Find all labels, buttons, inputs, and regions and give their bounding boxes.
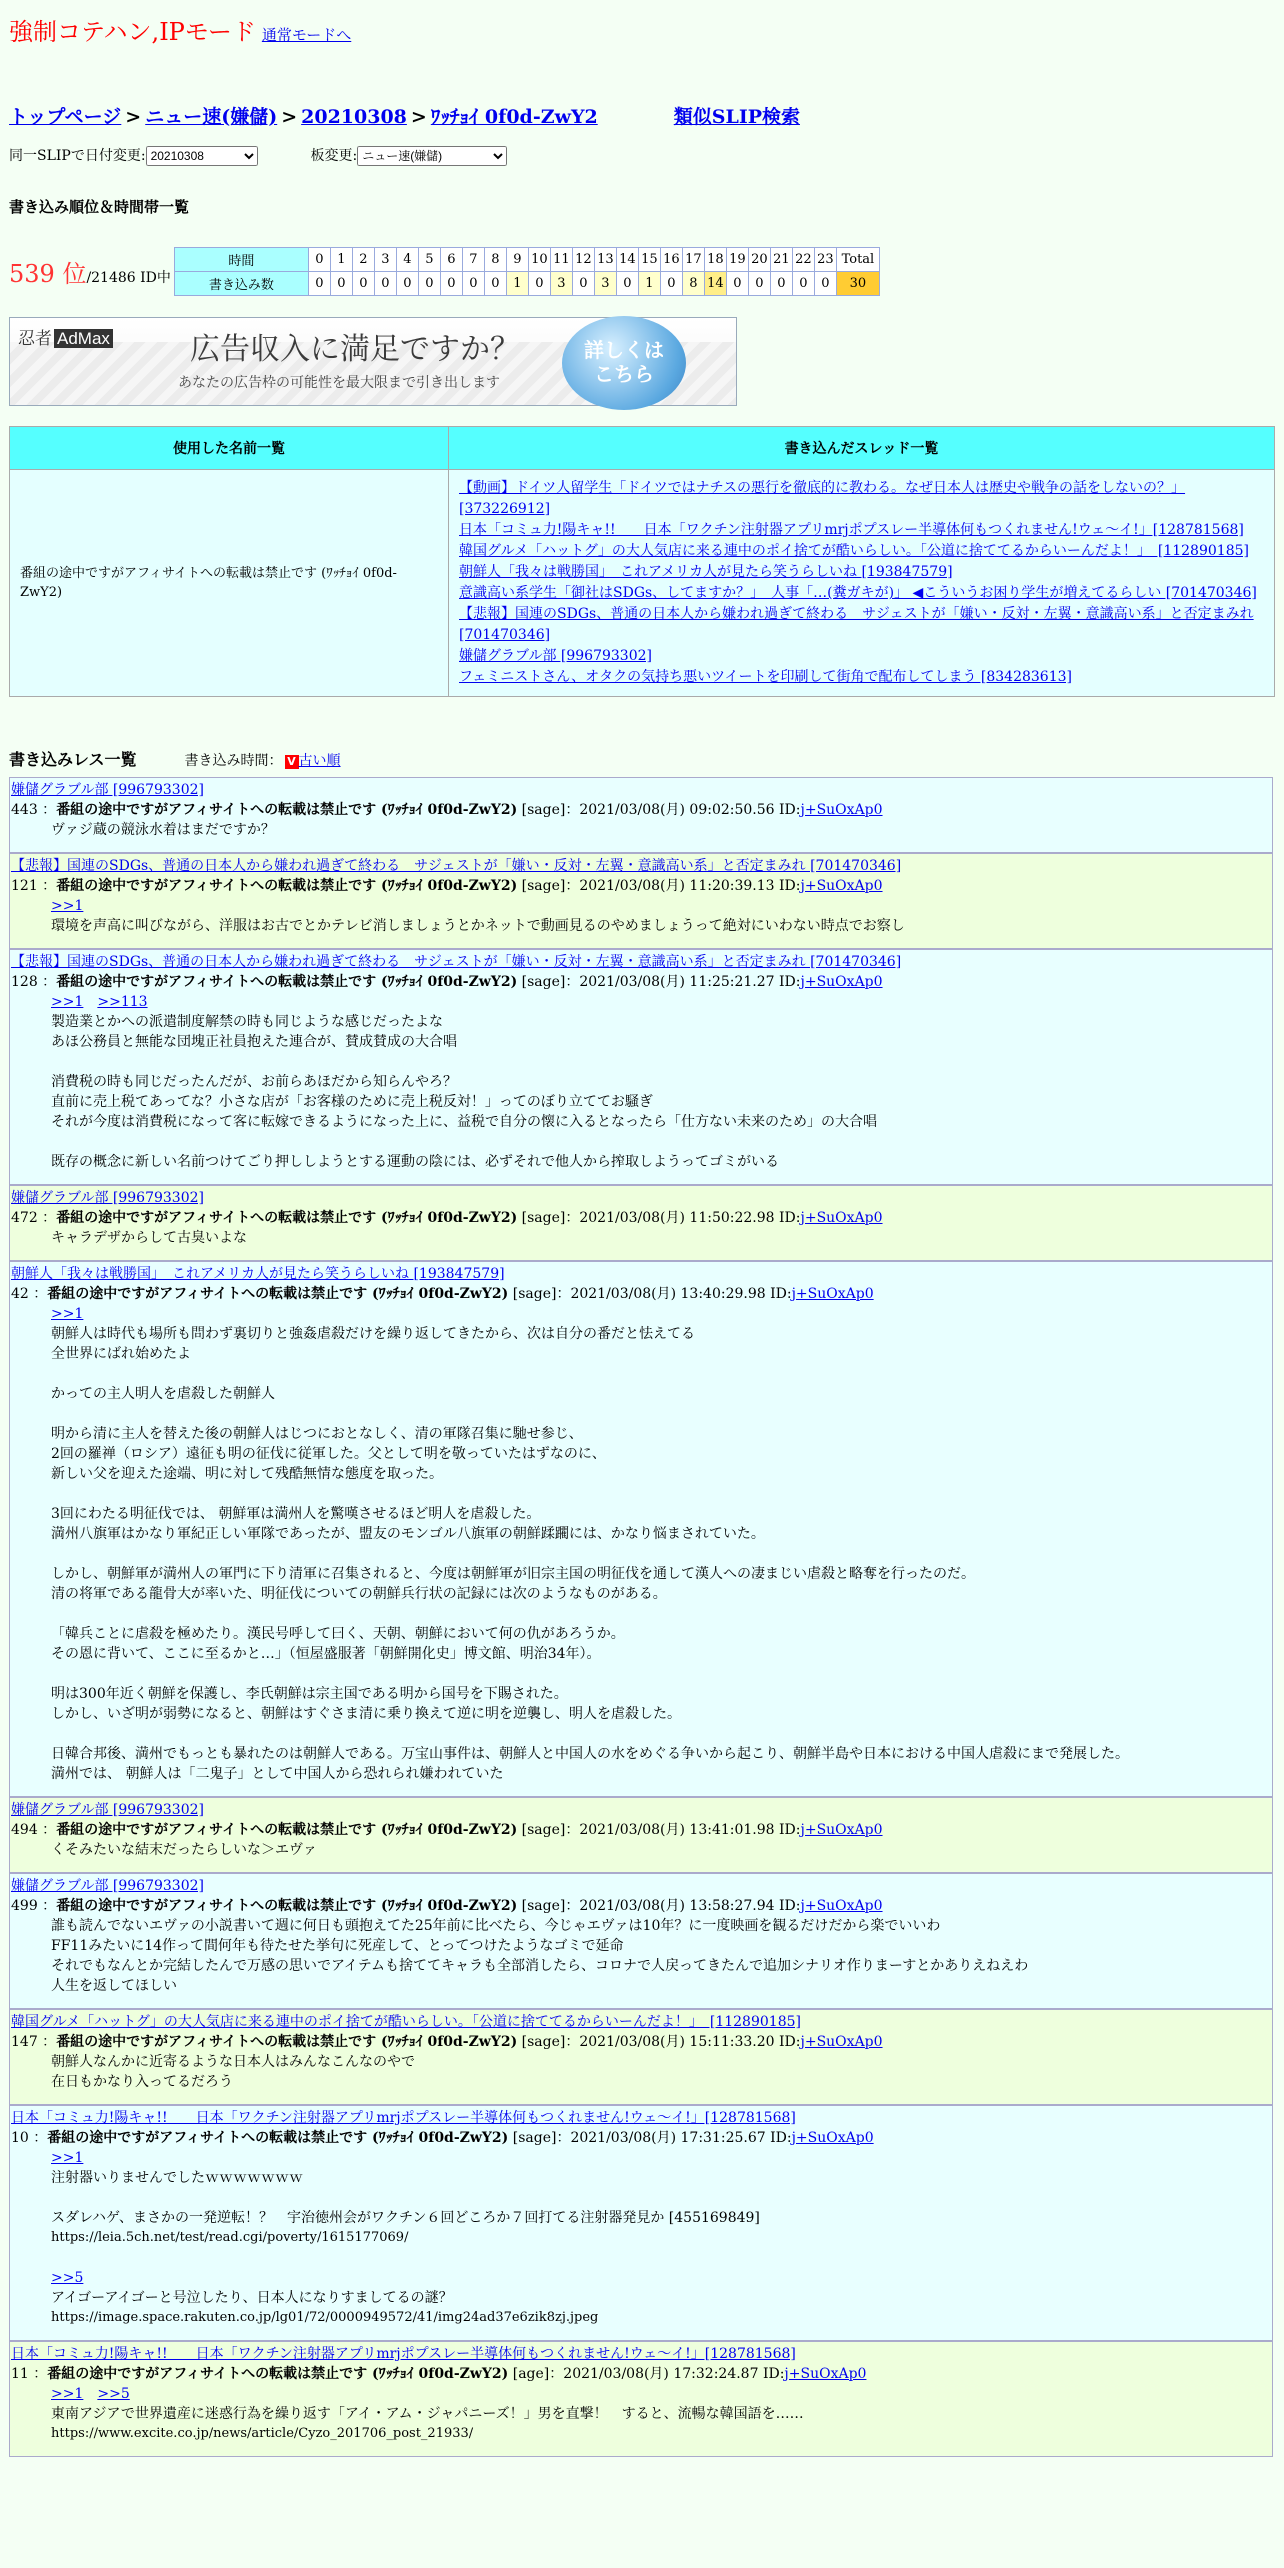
post-mail: [sage] [521,1898,566,1914]
post-meta: 499 ：番組の途中ですがアフィサイトへの転載は禁止です (ﾜｯﾁｮｲ 0f0d-ZwY2) [sage]：2021/03/08(月) 13:58:27.94 ID:j+SuOxAp0 [11,1898,883,1914]
count-cell: 0 [462,272,484,296]
post-text-line [51,1664,1272,1684]
post-text-line: それが今度は消費税になって客に転嫁できるようになった上に、益税で自分の懐に入るとなったら「仕方ない未来のため」の大合唱 [51,1114,877,1130]
post-thread-link[interactable]: 嫌儲グラブル部 [996793302] [11,1190,204,1206]
post-text-line: 消費税の時も同じだったんだが、お前らあほだから知らんやろ？ [51,1074,457,1090]
post-author-name: 番組の途中ですがアフィサイトへの転載は禁止です (ﾜｯﾁｮｲ 0f0d-ZwY2) [56,974,518,990]
post-text-line: 在日もかなり入ってるだろう [51,2074,233,2090]
post-date: 2021/03/08(月) 17:31:25.67 ID: [570,2130,792,2146]
post-id-link[interactable]: j+SuOxAp0 [800,1898,883,1914]
thread-link[interactable]: 【動画】ドイツ人留学生「ドイツではナチスの悪行を徹底的に教わる。なぜ日本人は歴史や戦争の話をしないの？」[373226912] [459,480,1186,517]
post-author-name: 番組の途中ですがアフィサイトへの転載は禁止です (ﾜｯﾁｮｲ 0f0d-ZwY2) [56,802,518,818]
post-author-name: 番組の途中ですがアフィサイトへの転載は禁止です (ﾜｯﾁｮｲ 0f0d-ZwY2) [47,2130,509,2146]
reply-anchor-link[interactable]: >>1 [51,2386,84,2402]
thread-link[interactable]: 嫌儲グラブル部 [996793302] [459,648,652,664]
responses-heading-bar [9,747,1275,777]
post-text-line: しかし、いざ明が弱勢になると、朝鮮はすぐさま清に乗り換えて逆に明を逆襲し、明人を虐殺した。 [51,1706,681,1722]
reply-anchor-link[interactable]: >>1 [51,994,84,1010]
reply-anchor-link[interactable]: >>5 [51,2270,84,2286]
post-author-name: 番組の途中ですがアフィサイトへの転載は禁止です (ﾜｯﾁｮｲ 0f0d-ZwY2) [56,878,518,894]
post-mail: [sage] [521,1822,566,1838]
post-text-line [51,1544,1272,1564]
post-text-line: アイゴーアイゴーと号泣したり、日本人になりすましてるの謎？ [51,2290,453,2306]
post-thread-link[interactable]: 嫌儲グラブル部 [996793302] [11,1878,204,1894]
hour-cell: 13 [594,248,616,272]
post-text-line: キャラデザからして古臭いよな [51,1230,247,1246]
post-text-line: 満州八旗軍はかなり軍紀正しい軍隊であったが、盟友のモンゴル八旗軍の朝鮮蹂躙には、かなり悩まされていた。 [51,1526,765,1542]
hour-cell: 21 [770,248,792,272]
post-meta: 42 ：番組の途中ですがアフィサイトへの転載は禁止です (ﾜｯﾁｮｲ 0f0d-ZwY2) [sage]：2021/03/08(月) 13:40:29.98 ID:j+SuOxAp0 [11,1286,874,1302]
count-cell: 0 [572,272,594,296]
post-author-name: 番組の途中ですがアフィサイトへの転載は禁止です (ﾜｯﾁｮｲ 0f0d-ZwY2) [56,1898,518,1914]
post-date: 2021/03/08(月) 13:41:01.98 ID: [579,1822,801,1838]
count-cell: 0 [352,272,374,296]
post-mail: [age] [512,2366,550,2382]
post-text-line: 明から清に主人を替えた後の朝鮮人はじつにおとなしく、清の軍隊召集に馳せ参じ、 [51,1426,583,1442]
post-number: 121 [11,878,38,894]
post-mail: [sage] [521,1210,566,1226]
thread-link[interactable]: 意識高い系学生「御社はSDGs、してますか？」 人事「…(糞ガキが)」 ◀こういうお困り学生が増えてるらしい [701470346] [459,585,1257,601]
count-cell: 0 [374,272,396,296]
post-id-link[interactable]: j+SuOxAp0 [800,974,883,990]
post-text-line: 「韓兵ことに虐殺を極めたり。漢民号呼して曰く、天朝、朝鮮において何の仇があろうか。 [51,1626,625,1642]
thread-link[interactable]: 朝鮮人「我々は戦勝国」 これアメリカ人が見たら笑うらしいね [193847579] [459,564,953,580]
reply-anchor-link[interactable]: >>113 [97,994,148,1010]
reply-anchor-link[interactable]: >>1 [51,1306,84,1322]
breadcrumb-top[interactable]: トップページ [9,106,122,128]
threads-header: 書き込んだスレッド一覧 [449,427,1275,470]
post-text-line: その恩に背いて、ここに至るかと…」（恒屋盛服著「朝鮮開化史」博文館、明治34年）。 [51,1646,601,1662]
post [9,1261,1273,1797]
post-date: 2021/03/08(月) 09:02:50.56 ID: [579,802,801,818]
count-cell: 0 [330,272,352,296]
post-number: 472 [11,1210,38,1226]
post-thread-link[interactable]: 日本「コミュ力!陽キャ!! 日本「ワクチン注射器アプリmrjポプスレー半導体何もつくれません!ウェ～イ!」[128781568] [11,2110,796,2126]
post-number: 10 [11,2130,29,2146]
post-mail: [sage] [521,2034,566,2050]
normal-mode-link[interactable]: 通常モードへ [261,26,352,44]
post-text-line: 人生を返してほしい [51,1978,177,1994]
count-cell: 0 [308,272,330,296]
similar-slip-search-link[interactable]: 類似SLIP検索 [673,106,800,128]
count-cell: 0 [528,272,550,296]
count-cell: 1 [638,272,660,296]
name-used: 番組の途中ですがアフィサイトへの転載は禁止です (ﾜｯﾁｮｲ 0f0d-ZwY2) [10,470,449,697]
post-text-line: 環境を声高に叫びながら、洋服はお古でとかテレビ消しましょうとかネットで動画見るのやめましょうって絶対にいわない時点でお察し [51,918,905,934]
post-text-line: 製造業とかへの派遣制度解禁の時も同じような感じだったよな [51,1014,443,1030]
post-date: 2021/03/08(月) 11:25:21.27 ID: [579,974,801,990]
count-cell: 8 [682,272,704,296]
hour-cell: 8 [484,248,506,272]
ad-banner[interactable] [9,317,737,406]
hour-cell: 4 [396,248,418,272]
sort-oldest-link[interactable]: 古い順 [298,753,341,769]
breadcrumb-date[interactable]: 20210308 [301,106,407,128]
post-text-line: 全世界にばれ始めたよ [51,1346,191,1362]
post-author-name: 番組の途中ですがアフィサイトへの転載は禁止です (ﾜｯﾁｮｲ 0f0d-ZwY2) [56,1822,518,1838]
post-body [10,820,1272,840]
hour-cell: 22 [792,248,814,272]
post-thread-link[interactable]: 韓国グルメ「ハットグ」の大人気店に来る連中のポイ捨てが酷いらしい。「公道に捨ててるからいーんだよ！」 [112890185] [11,2014,801,2030]
hour-cell: 18 [704,248,726,272]
rank-cell [9,248,174,296]
post-text-line: スダレハゲ、まさかの一発逆転！？ 宇治徳州会がワクチン６回どころか７回打てる注射器発見か [455169849] [51,2210,760,2226]
hour-cell: 16 [660,248,682,272]
post-date: 2021/03/08(月) 11:50:22.98 ID: [579,1210,801,1226]
count-cell: 0 [616,272,638,296]
post-url[interactable]: https://image.space.rakuten.co.jp/lg01/72/0000949572/41/img24ad37e6zik8zj.jpeg [51,2310,599,2325]
post-number: 42 [11,1286,29,1302]
post-url[interactable]: https://leia.5ch.net/test/read.cgi/poverty/1615177069/ [51,2230,409,2245]
post-text-line: しかし、朝鮮軍が満州人の軍門に下り清軍に召集されると、今度は朝鮮軍が旧宗主国の明征伐を通して漢人への凄まじい虐殺と略奪を行ったのだ。 [51,1566,975,1582]
post-body [10,896,1272,936]
post-text-line [51,2188,1272,2208]
breadcrumb-board[interactable]: ニュー速(嫌儲) [145,106,278,128]
post-body [10,2148,1272,2328]
post [9,1185,1273,1261]
post-date: 2021/03/08(月) 13:58:27.94 ID: [579,1898,801,1914]
post-url[interactable]: https://www.excite.co.jp/news/article/Cyzo_201706_post_21933/ [51,2426,474,2441]
post-id-link[interactable]: j+SuOxAp0 [784,2366,867,2382]
post-meta: 121 ：番組の途中ですがアフィサイトへの転載は禁止です (ﾜｯﾁｮｲ 0f0d-ZwY2) [sage]：2021/03/08(月) 11:20:39.13 ID:j+SuOxAp0 [11,878,883,894]
post-text-line: 日韓合邦後、満州でもっとも暴れたのは朝鮮人である。万宝山事件は、朝鮮人と中国人の水をめぐる争いから起こり、朝鮮半島や日本における中国人虐殺にまで発展した。 [51,1746,1129,1762]
count-cell: 14 [704,272,726,296]
hour-cell: 3 [374,248,396,272]
post-text-line: ヴァジ蔵の競泳水着はまだですか？ [51,822,275,838]
count-cell: 0 [418,272,440,296]
post-body [10,1304,1272,1784]
post-text-line: それでもなんとか完結したんで万感の思いでアイテムも捨ててキャラも全部消したら、コロナで人戻ってきたんで追加シナリオ作りまーすとかありえねえわ [51,1958,1029,1974]
post-meta: 10 ：番組の途中ですがアフィサイトへの転載は禁止です (ﾜｯﾁｮｲ 0f0d-ZwY2) [sage]：2021/03/08(月) 17:31:25.67 ID:j+SuOxAp0 [11,2130,874,2146]
post-id-link[interactable]: j+SuOxAp0 [800,1822,883,1838]
total-header: Total [836,248,879,272]
mode-title: 強制コテハン,IPモード [9,18,256,46]
hour-cell: 6 [440,248,462,272]
post-text-line: かっての主人明人を虐殺した朝鮮人 [51,1386,275,1402]
post-mail: [sage] [521,974,566,990]
post-text-line: 清の将軍である龍骨大が率いた、明征伐についての朝鮮兵行状の記録には次のようなものがある。 [51,1586,667,1602]
count-cell: 1 [506,272,528,296]
post-text-line: 注射器いりませんでしたｗｗｗｗｗｗｗ [51,2170,303,2186]
post [9,777,1273,853]
posts-list [9,777,1275,2457]
reply-anchor-link[interactable]: >>1 [51,2150,84,2166]
post-date: 2021/03/08(月) 15:11:33.20 ID: [579,2034,801,2050]
date-select[interactable] [146,146,258,166]
hour-cell: 20 [748,248,770,272]
post-mail: [sage] [521,878,566,894]
hour-cell: 1 [330,248,352,272]
post-text-line: 東南アジアで世界遺産に迷惑行為を繰り返す「アイ・アム・ジャパニーズ！」男を直撃！ すると、流暢な韓国語を…… [51,2406,804,2422]
breadcrumb-slip[interactable]: ﾜｯﾁｮｲ 0f0d-ZwY2 [430,106,598,128]
post-author-name: 番組の途中ですがアフィサイトへの転載は禁止です (ﾜｯﾁｮｲ 0f0d-ZwY2) [47,1286,509,1302]
board-select[interactable] [357,146,507,166]
select-bar [9,145,1275,166]
post-text-line: 直前に売上税てあってな？小さな店が「お客様のために売上税反対！」ってのぼり立ててお騒ぎ [51,1094,653,1110]
post-number: 128 [11,974,38,990]
hour-cell: 11 [550,248,572,272]
order-label: 書き込み時間： [184,753,283,769]
post-text-line [51,1724,1272,1744]
post-number: 147 [11,2034,38,2050]
post [9,2009,1273,2105]
count-cell: 0 [770,272,792,296]
hour-cell: 7 [462,248,484,272]
ad-details-button[interactable]: 詳しくは こちら [562,316,686,410]
post-id-link[interactable]: j+SuOxAp0 [800,2034,883,2050]
post [9,853,1273,949]
post-body [10,2052,1272,2092]
post-text-line: 3回にわたる明征伐では、 朝鮮軍は満州人を驚嘆させるほど明人を虐殺した。 [51,1506,541,1522]
mode-bar [9,12,1275,46]
post-mail: [sage] [512,2130,557,2146]
summary-table [9,426,1275,697]
sort-icon[interactable]: V [285,755,299,769]
post-meta: 472 ：番組の途中ですがアフィサイトへの転載は禁止です (ﾜｯﾁｮｲ 0f0d-ZwY2) [sage]：2021/03/08(月) 11:50:22.98 ID:j+SuOxAp0 [11,1210,883,1226]
thread-link[interactable]: 日本「コミュ力!陽キャ!! 日本「ワクチン注射器アプリmrjポプスレー半導体何もつくれません!ウェ～イ!」[128781568] [459,522,1244,538]
post-thread-link[interactable]: 朝鮮人「我々は戦勝国」 これアメリカ人が見たら笑うらしいね [193847579] [11,1266,505,1282]
post-date: 2021/03/08(月) 13:40:29.98 ID: [570,1286,792,1302]
board-change-label: 板変更: [310,148,358,164]
ad-logo: 忍者 AdMax [18,324,113,349]
post [9,1873,1273,2009]
post-text-line [51,1364,1272,1384]
count-cell: 0 [814,272,836,296]
hour-cell: 5 [418,248,440,272]
count-label: 書き込み数 [174,272,308,296]
post [9,2341,1273,2457]
post-author-name: 番組の途中ですがアフィサイトへの転載は禁止です (ﾜｯﾁｮｲ 0f0d-ZwY2) [56,1210,518,1226]
date-change-label: 同一SLIPで日付変更: [9,148,146,164]
post-text-line [51,1052,1272,1072]
post-mail: [sage] [512,1286,557,1302]
hour-cell: 12 [572,248,594,272]
post-mail: [sage] [521,802,566,818]
post-meta: 128 ：番組の途中ですがアフィサイトへの転載は禁止です (ﾜｯﾁｮｲ 0f0d-ZwY2) [sage]：2021/03/08(月) 11:25:21.27 ID:j+SuOxAp0 [11,974,883,990]
post-id-link[interactable]: j+SuOxAp0 [800,1210,883,1226]
hour-cell: 17 [682,248,704,272]
hour-cell: 14 [616,248,638,272]
post-meta: 11 ：番組の途中ですがアフィサイトへの転載は禁止です (ﾜｯﾁｮｲ 0f0d-ZwY2) [age]：2021/03/08(月) 17:32:24.87 ID:j+SuOxAp0 [11,2366,867,2382]
post-date: 2021/03/08(月) 11:20:39.13 ID: [579,878,801,894]
post-id-link[interactable]: j+SuOxAp0 [800,802,883,818]
hour-cell: 9 [506,248,528,272]
thread-link[interactable]: 韓国グルメ「ハットグ」の大人気店に来る連中のポイ捨てが酷いらしい。「公道に捨ててるからいーんだよ！」 [112890185] [459,543,1249,559]
post-text-line [51,2248,1272,2268]
post-meta: 443 ：番組の途中ですがアフィサイトへの転載は禁止です (ﾜｯﾁｮｲ 0f0d-ZwY2) [sage]：2021/03/08(月) 09:02:50.56 ID:j+SuOxAp0 [11,802,883,818]
post-text-line: 誰も読んでないエヴァの小説書いて週に何日も頭抱えてた25年前に比べたら、今じゃエヴァは10年？に一度映画を観るだけだから楽でいいわ [51,1918,941,1934]
responses-heading: 書き込みレス一覧 [9,750,137,769]
post-meta: 494 ：番組の途中ですがアフィサイトへの転載は禁止です (ﾜｯﾁｮｲ 0f0d-ZwY2) [sage]：2021/03/08(月) 13:41:01.98 ID:j+SuOxAp0 [11,1822,883,1838]
post-date: 2021/03/08(月) 17:32:24.87 ID: [563,2366,785,2382]
post-body [10,1228,1272,1248]
count-cell: 0 [396,272,418,296]
count-cell: 0 [440,272,462,296]
post-text-line: 満州では、 朝鮮人は「二鬼子」として中国人から恐れられ嫌われていた [51,1766,504,1782]
hour-cell: 10 [528,248,550,272]
post-text-line: あほ公務員と無能な団塊正社員抱えた連合が、賛成賛成の大合唱 [51,1034,457,1050]
reply-anchor-link[interactable]: >>5 [97,2386,130,2402]
rank-total: /21486 ID中 [86,270,171,286]
post-number: 443 [11,802,38,818]
post-body [10,2384,1272,2444]
breadcrumb: トップページ > ニュー速(嫌儲) > 20210308 > ﾜｯﾁｮｲ 0f0d-ZwY2 類似SLIP検索 [9,106,800,128]
hour-cell: 15 [638,248,660,272]
reply-anchor-link[interactable]: >>1 [51,898,84,914]
ad-subtext: あなたの広告枠の可能性を最大限まで引き出します [178,375,500,391]
post [9,2105,1273,2341]
count-cell: 0 [792,272,814,296]
count-cell: 3 [550,272,572,296]
post-text-line [51,1132,1272,1152]
post [9,949,1273,1185]
hour-cell: 19 [726,248,748,272]
hourly-table [9,247,880,296]
post-text-line: 明は300年近く朝鮮を保護し、李氏朝鮮は宗主国である明から国号を下賜された。 [51,1686,568,1702]
post-thread-link[interactable]: 【悲報】国連のSDGs、普通の日本人から嫌われ過ぎて終わる サジェストが「嫌い・反対・左翼・意識高い系」と否定まみれ [701470346] [11,858,902,874]
post-text-line [51,1604,1272,1624]
post-text-line: 2回の羅禅（ロシア）遠征も明の征伐に従軍した。父として明を敬っていたはずなのに、 [51,1446,606,1462]
count-cell: 0 [484,272,506,296]
post-thread-link[interactable]: 日本「コミュ力!陽キャ!! 日本「ワクチン注射器アプリmrjポプスレー半導体何もつくれません!ウェ～イ!」[128781568] [11,2346,796,2362]
names-header: 使用した名前一覧 [10,427,449,470]
post-text-line: 朝鮮人なんかに近寄るような日本人はみんなこんなのやで [51,2054,415,2070]
post-text-line [51,1484,1272,1504]
post-text-line: 新しい父を迎えた途端、明に対して残酷無情な態度を取った。 [51,1466,443,1482]
post-number: 494 [11,1822,38,1838]
post-text-line: くそみたいな結末だったらしいな＞エヴァ [51,1842,317,1858]
count-cell: 3 [594,272,616,296]
post-thread-link[interactable]: 【悲報】国連のSDGs、普通の日本人から嫌われ過ぎて終わる サジェストが「嫌い・反対・左翼・意識高い系」と否定まみれ [701470346] [11,954,902,970]
post-thread-link[interactable]: 嫌儲グラブル部 [996793302] [11,782,204,798]
post-thread-link[interactable]: 嫌儲グラブル部 [996793302] [11,1802,204,1818]
total-value: 30 [836,272,879,296]
post-text-line: FF11みたいに14作って間何年も待たせた挙句に死産して、とってつけたようなゴミで延命 [51,1938,624,1954]
thread-link[interactable]: フェミニストさん、オタクの気持ち悪いツイートを印刷して街角で配布してしまう [834283613] [459,669,1072,685]
count-cell: 0 [748,272,770,296]
hour-cell: 23 [814,248,836,272]
post-text-line: 朝鮮人は時代も場所も問わず裏切りと強姦虐殺だけを繰り返してきたから、次は自分の番だと怯えてる [51,1326,695,1342]
post-body [10,1916,1272,1996]
hour-cell: 0 [308,248,330,272]
post-number: 499 [11,1898,38,1914]
rank-value: 539 位 [9,260,87,288]
post-author-name: 番組の途中ですがアフィサイトへの転載は禁止です (ﾜｯﾁｮｲ 0f0d-ZwY2) [47,2366,509,2382]
post-number: 11 [11,2366,29,2382]
thread-link[interactable]: 【悲報】国連のSDGs、普通の日本人から嫌われ過ぎて終わる サジェストが「嫌い・反対・左翼・意識高い系」と否定まみれ [701470346] [459,606,1254,643]
ranking-heading: 書き込み順位＆時間帯一覧 [9,198,190,216]
post-text-line [51,1404,1272,1424]
count-cell: 0 [660,272,682,296]
post-id-link[interactable]: j+SuOxAp0 [791,1286,874,1302]
hour-cell: 2 [352,248,374,272]
post-text-line: 既存の概念に新しい名前つけてごり押ししようとする運動の陰には、必ずそれで他人から搾取しようってゴミがいる [51,1154,779,1170]
post-meta: 147 ：番組の途中ですがアフィサイトへの転載は禁止です (ﾜｯﾁｮｲ 0f0d-ZwY2) [sage]：2021/03/08(月) 15:11:33.20 ID:j+SuOxAp0 [11,2034,883,2050]
post [9,1797,1273,1873]
threads-list [449,470,1275,697]
hours-label: 時間 [174,248,308,272]
post-id-link[interactable]: j+SuOxAp0 [800,878,883,894]
post-body [10,1840,1272,1860]
post-body [10,992,1272,1172]
post-id-link[interactable]: j+SuOxAp0 [791,2130,874,2146]
post-author-name: 番組の途中ですがアフィサイトへの転載は禁止です (ﾜｯﾁｮｲ 0f0d-ZwY2) [56,2034,518,2050]
ad-headline: 広告収入に満足ですか？ [190,332,520,367]
count-cell: 0 [726,272,748,296]
